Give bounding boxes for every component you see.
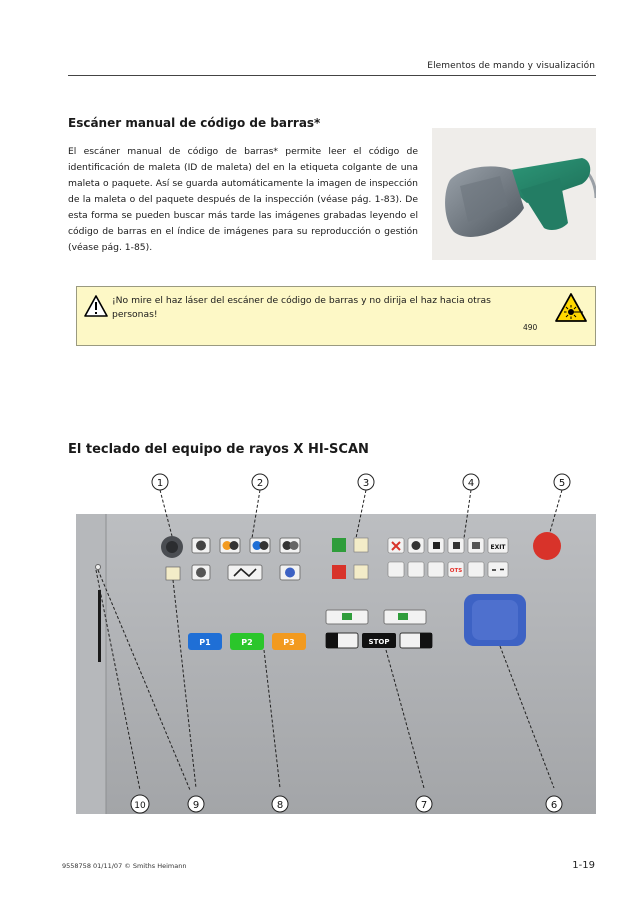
laser-warning-box (76, 286, 596, 346)
section-title-scanner: Escáner manual de código de barras* (68, 116, 321, 130)
callout-10: 10 (134, 801, 146, 811)
page-number: 1-19 (572, 860, 595, 871)
barcode-scanner-icon (432, 128, 596, 260)
callout-7: 7 (420, 800, 428, 811)
keyboard-illustration (68, 470, 596, 830)
green-indicator (332, 538, 346, 552)
p2-key-label: P2 (241, 638, 253, 647)
callout-1: 1 (156, 478, 164, 489)
red-indicator (332, 565, 346, 579)
barcode-scanner-photo (432, 128, 596, 260)
ots-key-label: OTS (449, 568, 463, 574)
warning-text: ¡No mire el haz láser del escáner de código de barras y no dirija el haz hacia otras personas! (112, 295, 491, 320)
exit-key-label: EXIT (490, 544, 506, 551)
footer-document-id: 9558758 01/11/07 © Smiths Heimann (62, 862, 187, 870)
emergency-stop-button (533, 532, 561, 560)
section-title-keyboard: El teclado del equipo de rayos X HI-SCAN (68, 442, 369, 457)
callout-3: 3 (362, 478, 370, 489)
warning-triangle-icon (84, 295, 108, 317)
header-rule (68, 75, 596, 76)
lamp-indicator (166, 567, 180, 580)
p3-key-label: P3 (283, 638, 295, 647)
callout-9: 9 (192, 800, 200, 811)
p1-key-label: P1 (199, 638, 211, 647)
callout-5: 5 (558, 478, 566, 489)
stop-key-label: STOP (368, 638, 390, 646)
callout-8: 8 (276, 800, 284, 811)
keyboard-slot (98, 590, 101, 662)
keyboard-panel (76, 514, 596, 814)
callout-2: 2 (256, 478, 264, 489)
callout-6: 6 (550, 800, 558, 811)
laser-hazard-icon (555, 293, 587, 323)
running-header: Elementos de mando y visualización (427, 61, 595, 71)
warning-code: 490 (523, 323, 538, 332)
scanner-paragraph: El escáner manual de código de barras* permite leer el código de identificación de maleta (ID de maleta) del en la etiqueta colgante de una maleta o paquete. Así se guarda automáticamente la imagen de inspección de la maleta o del paquete después de la inspección (véase pág. 1-83). De esta forma se pueden buscar más tarde las imágenes grabadas leyendo el código de barras en el índice de imágenes para su reproducción o gestión (véase pág. 1-85). (68, 146, 418, 253)
callout-4: 4 (467, 478, 475, 489)
